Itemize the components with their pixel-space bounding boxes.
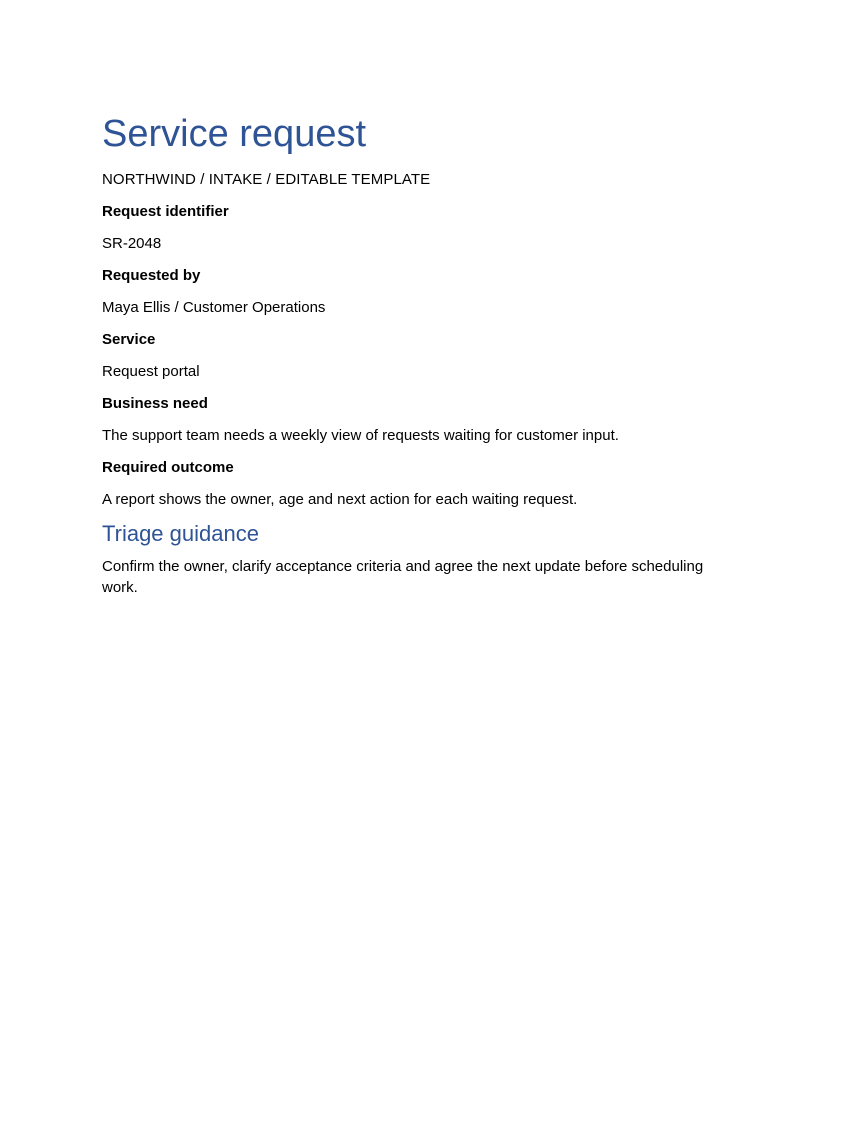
document-page [102, 112, 742, 598]
triage-heading: Triage guidance [102, 521, 259, 546]
triage-text[interactable]: Confirm the owner, clarify acceptance criteria and agree the next update before scheduling work. [102, 558, 704, 596]
field-value[interactable]: SR-2048 [102, 235, 162, 252]
field-requested-by [102, 266, 742, 318]
field-label: Required outcome [102, 459, 234, 476]
field-label: Service [102, 331, 156, 348]
field-required-outcome [102, 458, 742, 510]
field-value[interactable]: A report shows the owner, age and next action for each waiting request. [102, 491, 578, 508]
field-service [102, 330, 742, 382]
document-title: Service request [102, 113, 367, 155]
field-value[interactable]: The support team needs a weekly view of requests waiting for customer input. [102, 427, 619, 444]
field-value[interactable]: Maya Ellis / Customer Operations [102, 299, 326, 316]
document-subtitle: NORTHWIND / INTAKE / EDITABLE TEMPLATE [102, 171, 431, 188]
field-label: Requested by [102, 267, 201, 284]
field-value[interactable]: Request portal [102, 363, 200, 380]
field-request-identifier [102, 202, 742, 254]
field-label: Business need [102, 395, 208, 412]
field-business-need [102, 394, 742, 446]
field-label: Request identifier [102, 203, 229, 220]
